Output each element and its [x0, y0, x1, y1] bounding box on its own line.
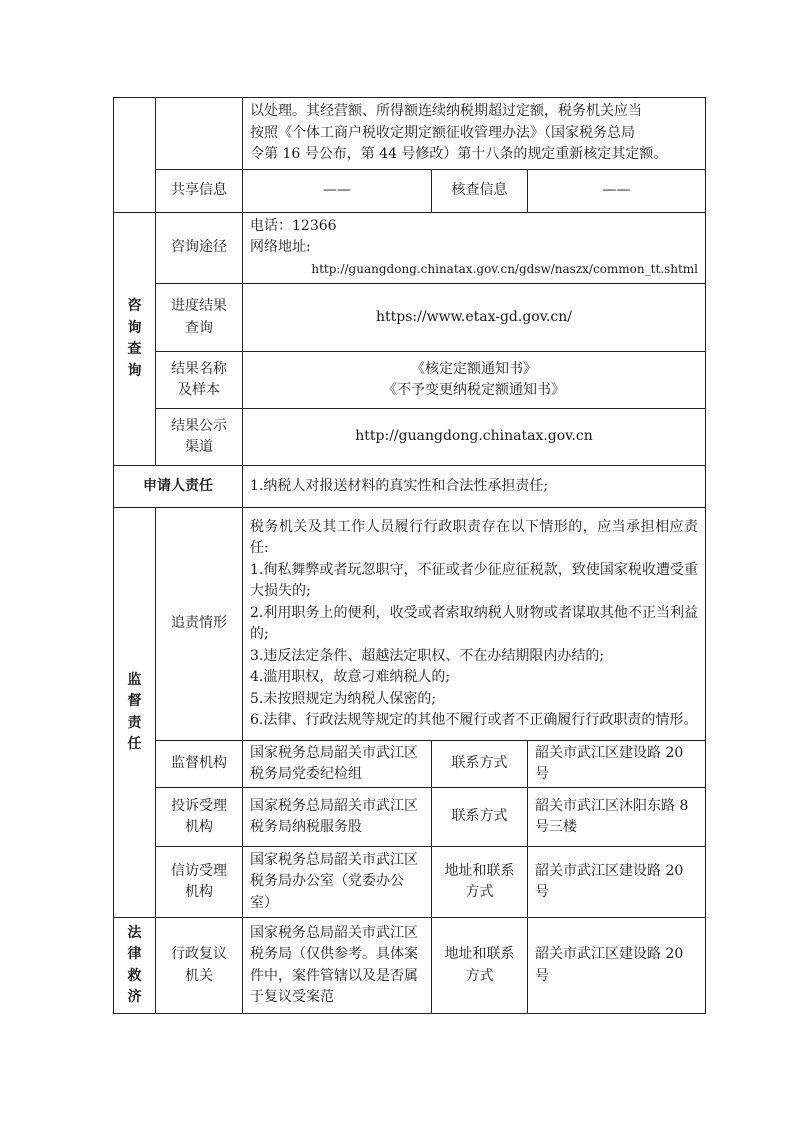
- empty-label-cell: [156, 98, 243, 170]
- complaint-org-name: 国家税务总局韶关市武江区税务局纳税服务股: [243, 788, 432, 847]
- result-name-row: [114, 352, 706, 409]
- accountability-line-1: 1.徇私舞弊或者玩忽职守，不征或者少征应征税款，致使国家税收遭受重大损失的;: [250, 561, 699, 599]
- petition-org-name: 国家税务总局韶关市武江区税务局办公室（党委办公室）: [243, 847, 432, 918]
- accountability-line-6: 6.法律、行政法规等规定的其他不履行或者不正确履行行政职责的情形。: [250, 712, 698, 728]
- accountability-line-4: 4.滥用职权，故意刁难纳税人的;: [250, 669, 451, 685]
- verify-info-value: ——: [528, 170, 706, 213]
- complaint-contact-value: 韶关市武江区沐阳东路 8 号三楼: [528, 788, 706, 847]
- publish-link[interactable]: http://guangdong.chinatax.gov.cn: [243, 409, 706, 466]
- publish-row: [114, 409, 706, 466]
- progress-row: [114, 284, 706, 352]
- complaint-org-label: 投诉受理机构: [156, 788, 243, 847]
- accountability-line-2: 2.利用职务上的便利，收受或者索取纳税人财物或者谋取其他不正当利益的;: [250, 604, 699, 642]
- service-guide-table: [113, 97, 706, 1014]
- accountability-text: [243, 508, 706, 741]
- consult-phone: 电话：12366: [250, 217, 337, 234]
- continuation-line-3: 令第 16 号公布，第 44 号修改）第十八条的规定重新核定其定额。: [250, 146, 668, 163]
- complaint-org-row: [114, 788, 706, 847]
- accountability-line-3: 3.违反法定条件、超越法定职权、不在办结期限内办结的;: [250, 647, 605, 664]
- consult-channel-value: [243, 213, 706, 284]
- supervision-org-row: [114, 741, 706, 788]
- petition-org-row: [114, 847, 706, 918]
- supervision-org-name: 国家税务总局韶关市武江区税务局党委纪检组: [243, 741, 432, 788]
- continuation-line-2: 按照《个体工商户税收定期定额征收管理办法》（国家税务总局: [250, 124, 635, 141]
- result-name-value: [243, 352, 706, 409]
- petition-contact-label: 地址和联系方式: [432, 847, 528, 918]
- consult-web-link[interactable]: http://guangdong.chinatax.gov.cn/gdsw/naszx/common_tt.shtml: [311, 261, 699, 276]
- applicant-section-label: 申请人责任: [114, 466, 243, 508]
- supervision-org-label: 监督机构: [156, 741, 243, 788]
- accountability-line-5: 5.未按照规定为纳税人保密的;: [250, 690, 437, 707]
- consult-channel-row: [114, 213, 706, 284]
- publish-label: 结果公示渠道: [156, 409, 243, 466]
- supervision-contact-value: 韶关市武江区建设路 20 号: [528, 741, 706, 788]
- shared-info-label: 共享信息: [156, 170, 243, 213]
- applicant-row: [114, 466, 706, 508]
- progress-label: 进度结果查询: [156, 284, 243, 352]
- continuation-row: [114, 98, 706, 170]
- review-org-label: 行政复议机关: [156, 918, 243, 1014]
- review-org-name: 国家税务总局韶关市武江区税务局（仅供参考。具体案件中，案件管辖以及是否属于复议受案范: [243, 918, 432, 1014]
- consult-section-label: 咨询查询: [114, 213, 156, 466]
- review-contact-value: 韶关市武江区建设路 20 号: [528, 918, 706, 1014]
- supervision-section-label: 监督责任: [114, 508, 156, 918]
- empty-section-cell: [114, 98, 156, 213]
- continuation-text: [243, 98, 706, 170]
- result-name-label: 结果名称及样本: [156, 352, 243, 409]
- consult-channel-label: 咨询途径: [156, 213, 243, 284]
- shared-info-row: [114, 170, 706, 213]
- accountability-label: 追责情形: [156, 508, 243, 741]
- verify-info-label: 核查信息: [432, 170, 528, 213]
- consult-web-label: 网络地址:: [250, 239, 311, 256]
- petition-org-label: 信访受理机构: [156, 847, 243, 918]
- result-name-2: 《不予变更纳税定额通知书》: [383, 382, 565, 398]
- continuation-line-1: 以处理。其经营额、所得额连续纳税期超过定额，税务机关应当: [250, 103, 642, 120]
- applicant-text: 1.纳税人对报送材料的真实性和合法性承担责任;: [243, 466, 706, 508]
- legal-remedy-row: [114, 918, 706, 1014]
- petition-contact-value: 韶关市武江区建设路 20 号: [528, 847, 706, 918]
- accountability-line-0: 税务机关及其工作人员履行行政职责存在以下情形的，应当承担相应责任:: [250, 518, 699, 556]
- complaint-contact-label: 联系方式: [432, 788, 528, 847]
- shared-info-value: ——: [243, 170, 432, 213]
- result-name-1: 《核定定额通知书》: [411, 360, 537, 377]
- supervision-contact-label: 联系方式: [432, 741, 528, 788]
- progress-link[interactable]: https://www.etax-gd.gov.cn/: [243, 284, 706, 352]
- legal-remedy-section-label: 法律救济: [114, 918, 156, 1014]
- accountability-row: [114, 508, 706, 741]
- review-contact-label: 地址和联系方式: [432, 918, 528, 1014]
